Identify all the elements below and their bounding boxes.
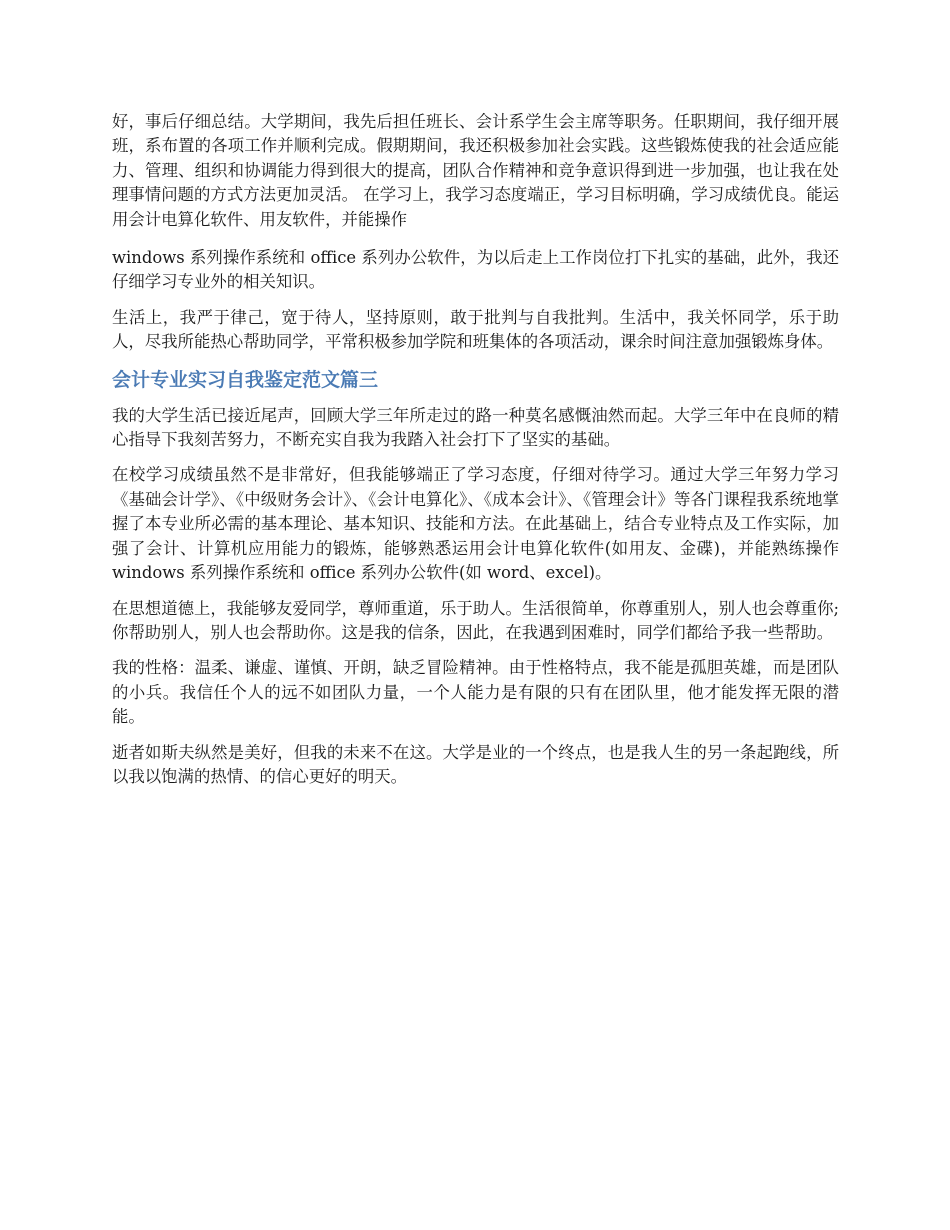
paragraph-character: 我的性格：温柔、谦虚、谨慎、开朗，缺乏冒险精神。由于性格特点，我不能是孤胆英雄，而是团队的小兵。我信任个人的远不如团队力量，一个人能力是有限的只有在团队里，他才能发挥无限的潜能。 <box>112 658 839 727</box>
paragraph-software: windows 系列操作系统和 office 系列办公软件，为以后走上工作岗位打下扎实的基础，此外，我还仔细学习专业外的相关知识。 <box>112 248 839 292</box>
paragraph-continued: 好，事后仔细总结。大学期间，我先后担任班长、会计系学生会主席等职务。任职期间，我仔细开展班，系布置的各项工作并顺利完成。假期期间，我还积极参加社会实践。这些锻炼使我的社会适应能力、管理、组织和协调能力得到很大的提高，团队合作精神和竞争意识得到进一步加强，也让我在处理事情问题的方式方法更加灵活。 在学习上，我学习态度端正，学习目标明确，学习成绩优良。能运用会计电算化软件、用友软件，并能操作 <box>112 112 839 229</box>
paragraph-study: 在校学习成绩虽然不是非常好，但我能够端正了学习态度，仔细对待学习。通过大学三年努力学习《基础会计学》、《中级财务会计》、《会计电算化》、《成本会计》、《管理会计》等各门课程我系统地掌握了本专业所必需的基本理论、基本知识、技能和方法。在此基础上，结合专业特点及工作实际，加强了会计、计算机应用能力的锻炼，能够熟悉运用会计电算化软件(如用友、金碟)，并能熟练操作 windows 系列操作系统和 office 系列办公软件(如 word、excel)。 <box>112 465 839 583</box>
paragraph-morality: 在思想道德上，我能够友爱同学，尊师重道，乐于助人。生活很简单，你尊重别人，别人也会尊重你;你帮助别人，别人也会帮助你。这是我的信条，因此，在我遇到困难时，同学们都给予我一些帮助。 <box>112 598 839 642</box>
paragraph-conclusion: 逝者如斯夫纵然是美好，但我的未来不在这。大学是业的一个终点，也是我人生的另一条起跑线，所以我以饱满的热情、的信心更好的明天。 <box>112 742 839 786</box>
paragraph-intro: 我的大学生活已接近尾声，回顾大学三年所走过的路一种莫名感慨油然而起。大学三年中在良师的精心指导下我刻苦努力，不断充实自我为我踏入社会打下了坚实的基础。 <box>112 405 839 450</box>
section-heading: 会计专业实习自我鉴定范文篇三 <box>112 368 379 391</box>
paragraph-life: 生活上，我严于律己，宽于待人，坚持原则，敢于批判与自我批判。生活中，我关怀同学，乐于助人，尽我所能热心帮助同学，平常积极参加学院和班集体的各项活动，课余时间注意加强锻炼身体。 <box>112 307 839 352</box>
document-page <box>112 110 839 800</box>
